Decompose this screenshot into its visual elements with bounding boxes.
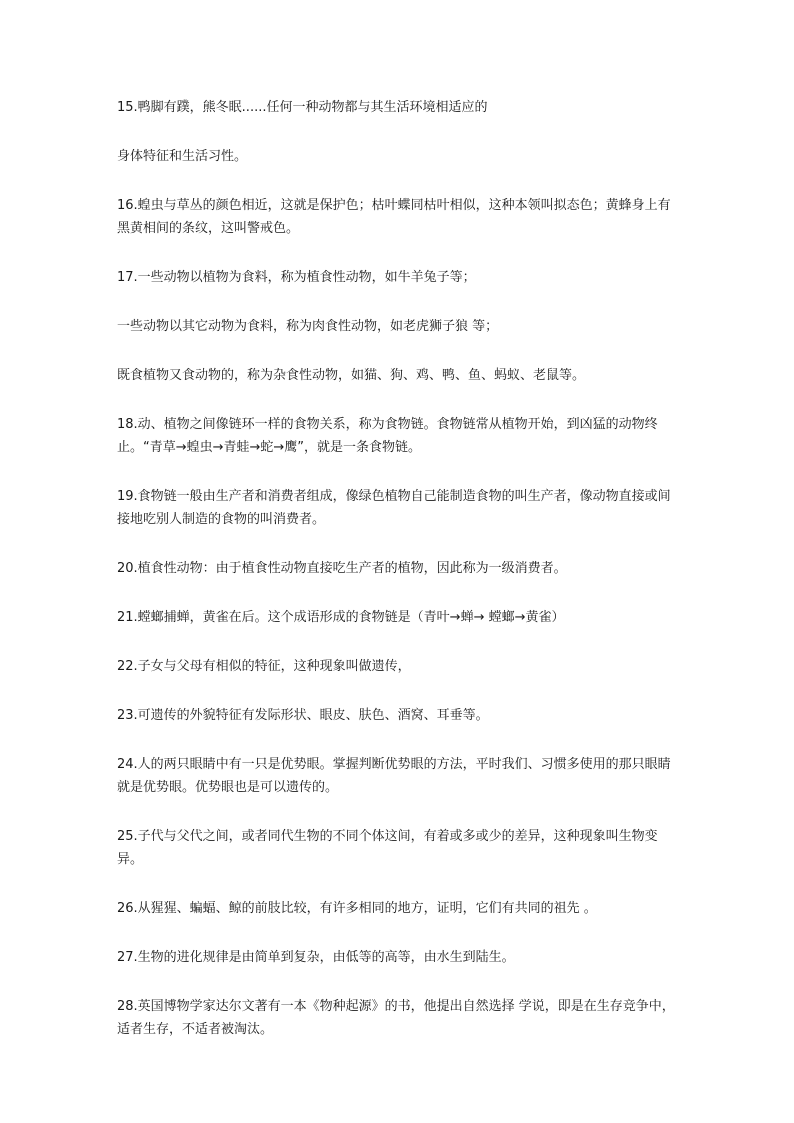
- paragraph-15: 15.鸭脚有蹼，熊冬眠......任何一种动物都与其生活环境相适应的: [117, 100, 488, 115]
- paragraph-15-continued: 身体特征和生活习性。: [117, 149, 248, 164]
- paragraph-19: 19.食物链一般由生产者和消费者组成，像绿色植物自己能制造食物的叫生产者，像动物直接或间接地吃别人制造的食物的叫消费者。: [117, 489, 671, 527]
- paragraph-27: 27.生物的进化规律是由简单到复杂，由低等的高等，由水生到陆生。: [117, 950, 515, 965]
- paragraph-24: 24.人的两只眼睛中有一只是优势眼。掌握判断优势眼的方法，平时我们、习惯多使用的那只眼睛就是优势眼。优势眼也是可以遗传的。: [117, 757, 671, 795]
- paragraph-25: 25.子代与父代之间，或者同代生物的不同个体这间，有着或多或少的差异，这种现象叫生物变异。: [117, 829, 658, 867]
- paragraph-17: 17.一些动物以植物为食料，称为植食性动物，如牛羊兔子等；: [117, 270, 476, 285]
- paragraph-28: 28.英国博物学家达尔文著有一本《物种起源》的书，他提出自然选择 学说，即是在生存竞争中，适者生存，不适者被淘汰。: [117, 999, 675, 1037]
- paragraph-21: 21.螳螂捕蝉，黄雀在后。这个成语形成的食物链是（青叶→蝉→ 螳螂→黄雀）: [117, 610, 565, 625]
- paragraph-17-carnivore: 一些动物以其它动物为食料，称为肉食性动物，如老虎狮子狼 等；: [117, 319, 499, 334]
- paragraph-17-omnivore: 既食植物又食动物的，称为杂食性动物，如猫、狗、鸡、鸭、鱼、蚂蚁、老鼠等。: [117, 368, 586, 383]
- paragraph-26: 26.从猩猩、蝙蝠、鲸的前肢比较，有许多相同的地方，证明，它们有共同的祖先 。: [117, 901, 597, 916]
- paragraph-20: 20.植食性动物：由于植食性动物直接吃生产者的植物，因此称为一级消费者。: [117, 561, 567, 576]
- document-body: [117, 96, 677, 1041]
- paragraph-22: 22.子女与父母有相似的特征，这种现象叫做遗传，: [117, 659, 411, 674]
- paragraph-18: 18.动、植物之间像链环一样的食物关系，称为食物链。食物链常从植物开始，到凶猛的动物终止。“青草→蝗虫→青蛙→蛇→鹰”，就是一条食物链。: [117, 417, 658, 455]
- paragraph-16: 16.蝗虫与草丛的颜色相近，这就是保护色；枯叶蝶同枯叶相似，这种本领叫拟态色；黄蜂身上有黑黄相间的条纹，这叫警戒色。: [117, 198, 671, 236]
- paragraph-23: 23.可遗传的外貌特征有发际形状、眼皮、肤色、酒窝、耳垂等。: [117, 708, 489, 723]
